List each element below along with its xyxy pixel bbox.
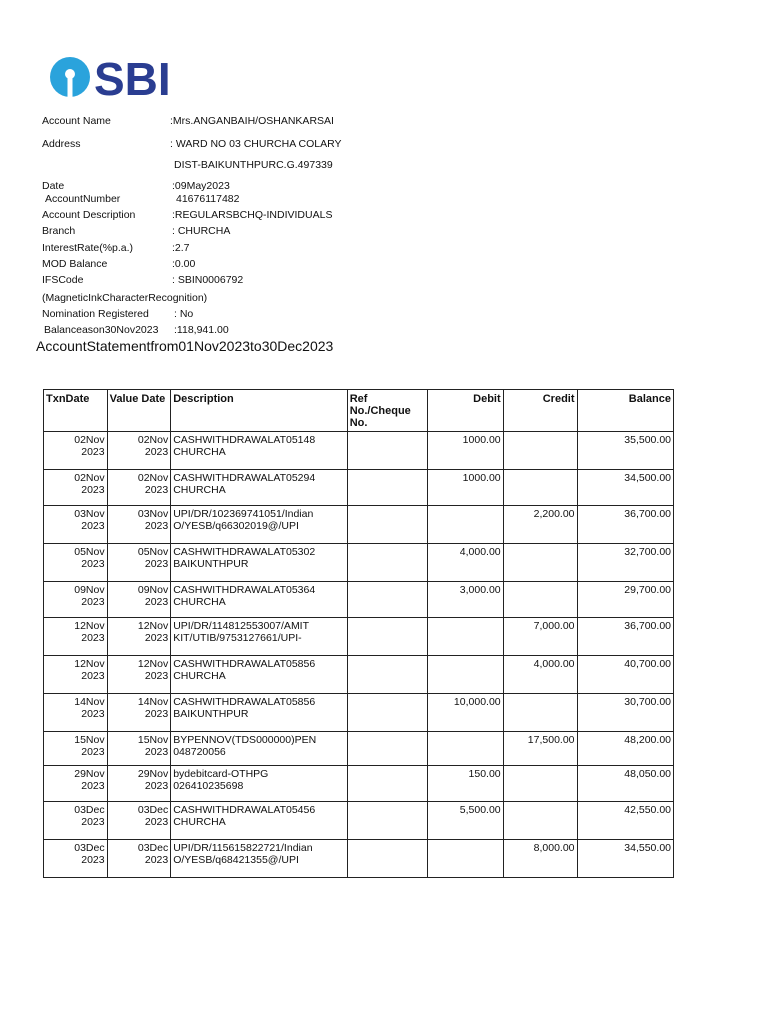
table-row: [44, 840, 674, 878]
txn-date-cell-line: 02Nov: [74, 434, 105, 446]
description-cell-line: BAIKUNTHPUR: [173, 708, 249, 720]
branch-value: : CHURCHA: [172, 225, 231, 237]
debit-cell-line: 1000.00: [462, 434, 501, 446]
value-date-cell-line: 03Dec: [137, 804, 169, 816]
credit-cell: [503, 732, 577, 766]
balance-cell: [577, 766, 673, 802]
value-date-cell-line: 12Nov: [137, 620, 169, 632]
value-date-cell-line: 2023: [144, 558, 169, 570]
balance-cell: [577, 802, 673, 840]
balance-cell-line: 48,050.00: [624, 768, 671, 780]
description-cell-line: UPI/DR/115615822721/Indian: [173, 842, 313, 854]
value-date-cell: [107, 618, 171, 656]
ref-cell: [347, 694, 427, 732]
value-date-cell-line: 2023: [144, 670, 169, 682]
credit-cell: [503, 432, 577, 470]
account-number-value: 41676117482: [176, 193, 240, 205]
table-row: [44, 656, 674, 694]
ref-cell: [347, 432, 427, 470]
balance-cell-line: 29,700.00: [624, 584, 671, 596]
debit-cell: [427, 802, 503, 840]
value-date-cell-line: 2023: [144, 632, 169, 644]
balance-cell-line: 36,700.00: [624, 620, 671, 632]
sbi-logo-text: SBI: [94, 53, 171, 102]
description-cell-line: CASHWITHDRAWALAT05856: [173, 658, 316, 670]
table-row: [44, 506, 674, 544]
debit-cell: [427, 470, 503, 506]
txn-date-cell-line: 03Dec: [74, 804, 105, 816]
value-date-cell-line: 2023: [144, 780, 169, 792]
description-cell-line: CHURCHA: [173, 484, 226, 496]
txn-date-cell-line: 05Nov: [74, 546, 105, 558]
txn-date-cell: [44, 802, 108, 840]
credit-cell: [503, 694, 577, 732]
header-value-date: Value Date: [107, 390, 171, 432]
account-name-label: Account Name: [42, 115, 111, 127]
value-date-cell: [107, 732, 171, 766]
value-date-cell-line: 2023: [144, 746, 169, 758]
credit-cell: [503, 618, 577, 656]
description-cell: [171, 618, 347, 656]
table-row: [44, 432, 674, 470]
micr-label: (MagneticInkCharacterRecognition): [42, 292, 208, 304]
ref-cell: [347, 732, 427, 766]
table-row: [44, 470, 674, 506]
debit-cell: [427, 506, 503, 544]
txn-date-cell-line: 2023: [81, 446, 105, 458]
description-cell-line: CHURCHA: [173, 816, 226, 828]
balance-cell-line: 48,200.00: [624, 734, 671, 746]
balance-cell-line: 42,550.00: [624, 804, 671, 816]
account-name-value: :Mrs.ANGANBAIH/OSHANKARSAI: [170, 115, 334, 127]
debit-cell: [427, 732, 503, 766]
header-ref-no: Ref No./Cheque No.: [347, 390, 427, 432]
description-cell: [171, 840, 347, 878]
ref-cell: [347, 802, 427, 840]
description-cell-line: O/YESB/q68421355@/UPI: [173, 854, 299, 866]
sbi-logo-keyhole-slot: [68, 76, 73, 97]
address-line2: DIST-BAIKUNTHPURC.G.497339: [174, 159, 333, 171]
balance-cell-line: 30,700.00: [624, 696, 671, 708]
txn-date-cell-line: 2023: [81, 816, 105, 828]
value-date-cell-line: 14Nov: [137, 696, 169, 708]
txn-date-cell: [44, 766, 108, 802]
balance-cell-line: 32,700.00: [624, 546, 671, 558]
txn-date-cell-line: 2023: [81, 670, 105, 682]
header-description: Description: [171, 390, 347, 432]
txn-date-cell: [44, 544, 108, 582]
value-date-cell: [107, 582, 171, 618]
value-date-cell-line: 09Nov: [137, 584, 169, 596]
txn-date-cell-line: 12Nov: [74, 620, 105, 632]
description-cell-line: BYPENNOV(TDS000000)PEN: [173, 734, 317, 746]
txn-date-cell-line: 14Nov: [74, 696, 105, 708]
txn-date-cell-line: 2023: [81, 484, 105, 496]
balance-as-on-label: Balanceason30Nov2023: [44, 324, 159, 336]
txn-date-cell-line: 2023: [81, 746, 105, 758]
value-date-cell: [107, 656, 171, 694]
description-cell-line: 026410235698: [173, 780, 244, 792]
value-date-cell: [107, 432, 171, 470]
value-date-cell-line: 2023: [144, 484, 169, 496]
debit-cell-line: 3,000.00: [459, 584, 501, 596]
balance-cell: [577, 694, 673, 732]
mod-balance-value: :0.00: [172, 258, 196, 270]
credit-cell: [503, 470, 577, 506]
credit-cell: [503, 506, 577, 544]
debit-cell: [427, 618, 503, 656]
txn-date-cell-line: 2023: [81, 708, 105, 720]
balance-cell: [577, 618, 673, 656]
txn-date-cell-line: 29Nov: [74, 768, 105, 780]
txn-date-cell-line: 2023: [81, 780, 105, 792]
value-date-cell: [107, 840, 171, 878]
description-cell: [171, 802, 347, 840]
description-cell-line: CASHWITHDRAWALAT05856: [173, 696, 316, 708]
txn-date-cell: [44, 582, 108, 618]
txn-date-cell: [44, 506, 108, 544]
description-cell-line: CASHWITHDRAWALAT05148: [173, 434, 316, 446]
mod-balance-label: MOD Balance: [42, 258, 108, 270]
description-cell-line: BAIKUNTHPUR: [173, 558, 249, 570]
description-cell: [171, 432, 347, 470]
credit-cell: [503, 766, 577, 802]
value-date-cell: [107, 694, 171, 732]
description-cell-line: CHURCHA: [173, 596, 226, 608]
address-label: Address: [42, 138, 81, 150]
value-date-cell: [107, 470, 171, 506]
credit-cell-line: 8,000.00: [533, 842, 575, 854]
ref-cell: [347, 506, 427, 544]
credit-cell-line: 4,000.00: [533, 658, 575, 670]
value-date-cell-line: 2023: [144, 596, 169, 608]
nomination-label: Nomination Registered: [42, 308, 149, 320]
description-cell: [171, 544, 347, 582]
txn-date-cell: [44, 618, 108, 656]
description-cell: [171, 470, 347, 506]
description-cell-line: bydebitcard-OTHPG: [173, 768, 269, 780]
address-line1: : WARD NO 03 CHURCHA COLARY: [170, 138, 342, 150]
balance-cell: [577, 432, 673, 470]
ref-cell: [347, 656, 427, 694]
debit-cell: [427, 432, 503, 470]
balance-cell: [577, 506, 673, 544]
value-date-cell-line: 2023: [144, 520, 169, 532]
balance-cell-line: 35,500.00: [624, 434, 671, 446]
credit-cell: [503, 544, 577, 582]
txn-date-cell: [44, 732, 108, 766]
table-row: [44, 544, 674, 582]
txn-date-cell-line: 02Nov: [74, 472, 105, 484]
description-cell: [171, 656, 347, 694]
date-label: Date: [42, 180, 65, 192]
value-date-cell: [107, 506, 171, 544]
txn-date-cell: [44, 432, 108, 470]
description-cell: [171, 582, 347, 618]
description-cell-line: CASHWITHDRAWALAT05294: [173, 472, 316, 484]
table-row: [44, 802, 674, 840]
txn-date-cell: [44, 694, 108, 732]
description-cell-line: CASHWITHDRAWALAT05364: [173, 584, 316, 596]
ifsc-value: : SBIN0006792: [172, 274, 244, 286]
balance-as-on-value: :118,941.00: [174, 324, 229, 336]
txn-date-cell-line: 2023: [81, 632, 105, 644]
balance-cell-line: 34,500.00: [624, 472, 671, 484]
nomination-value: : No: [174, 308, 194, 320]
debit-cell-line: 150.00: [468, 768, 501, 780]
txn-date-cell-line: 03Nov: [74, 508, 105, 520]
ref-cell: [347, 840, 427, 878]
value-date-cell-line: 29Nov: [137, 768, 169, 780]
account-description-value: :REGULARSBCHQ-INDIVIDUALS: [172, 209, 333, 221]
txn-date-cell-line: 03Dec: [74, 842, 105, 854]
balance-cell: [577, 656, 673, 694]
balance-cell-line: 40,700.00: [624, 658, 671, 670]
value-date-cell: [107, 802, 171, 840]
value-date-cell-line: 03Dec: [137, 842, 169, 854]
header-debit: Debit: [427, 390, 503, 432]
statement-title: AccountStatementfrom01Nov2023to30Dec2023: [36, 338, 334, 354]
value-date-cell-line: 15Nov: [137, 734, 169, 746]
debit-cell-line: 10,000.00: [453, 696, 501, 708]
txn-date-cell: [44, 656, 108, 694]
value-date-cell: [107, 544, 171, 582]
table-row: [44, 618, 674, 656]
ref-cell: [347, 470, 427, 506]
branch-label: Branch: [42, 225, 76, 237]
table-row: [44, 582, 674, 618]
description-cell-line: CASHWITHDRAWALAT05302: [173, 546, 316, 558]
value-date-cell-line: 2023: [144, 854, 169, 866]
ref-cell: [347, 766, 427, 802]
value-date-cell-line: 05Nov: [137, 546, 169, 558]
description-cell-line: O/YESB/q66302019@/UPI: [173, 520, 299, 532]
debit-cell: [427, 656, 503, 694]
txn-date-cell-line: 09Nov: [74, 584, 105, 596]
value-date-cell-line: 02Nov: [137, 434, 169, 446]
value-date-cell-line: 2023: [144, 446, 169, 458]
value-date-cell: [107, 766, 171, 802]
date-value: :09May2023: [172, 180, 230, 192]
transactions-table: [43, 389, 674, 878]
txn-date-cell-line: 2023: [81, 854, 105, 866]
debit-cell-line: 1000.00: [462, 472, 501, 484]
ref-cell: [347, 618, 427, 656]
interest-rate-label: InterestRate(%p.a.): [42, 242, 134, 254]
credit-cell: [503, 840, 577, 878]
credit-cell: [503, 656, 577, 694]
table-row: [44, 766, 674, 802]
account-number-label: AccountNumber: [45, 193, 121, 205]
debit-cell: [427, 766, 503, 802]
debit-cell: [427, 544, 503, 582]
account-description-label: Account Description: [42, 209, 136, 221]
balance-cell: [577, 732, 673, 766]
balance-cell: [577, 582, 673, 618]
ref-cell: [347, 582, 427, 618]
header-credit: Credit: [503, 390, 577, 432]
value-date-cell-line: 02Nov: [137, 472, 169, 484]
table-header-row: [44, 390, 674, 432]
description-cell-line: CHURCHA: [173, 446, 226, 458]
value-date-cell-line: 03Nov: [137, 508, 169, 520]
description-cell: [171, 694, 347, 732]
ref-cell: [347, 544, 427, 582]
interest-rate-value: :2.7: [172, 242, 190, 254]
balance-cell: [577, 544, 673, 582]
description-cell-line: UPI/DR/114812553007/AMIT: [173, 620, 310, 632]
credit-cell: [503, 582, 577, 618]
debit-cell: [427, 840, 503, 878]
header-txn-date: TxnDate: [44, 390, 108, 432]
sbi-logo: [48, 52, 188, 102]
credit-cell-line: 17,500.00: [527, 734, 575, 746]
balance-cell: [577, 840, 673, 878]
txn-date-cell-line: 15Nov: [74, 734, 105, 746]
txn-date-cell: [44, 470, 108, 506]
txn-date-cell: [44, 840, 108, 878]
description-cell-line: UPI/DR/102369741051/Indian: [173, 508, 314, 520]
debit-cell: [427, 582, 503, 618]
description-cell: [171, 732, 347, 766]
description-cell-line: CHURCHA: [173, 670, 226, 682]
txn-date-cell-line: 2023: [81, 596, 105, 608]
credit-cell: [503, 802, 577, 840]
table-row: [44, 694, 674, 732]
header-balance: Balance: [577, 390, 673, 432]
txn-date-cell-line: 12Nov: [74, 658, 105, 670]
transactions-body: [44, 432, 674, 878]
description-cell: [171, 506, 347, 544]
txn-date-cell-line: 2023: [81, 520, 105, 532]
debit-cell-line: 4,000.00: [459, 546, 501, 558]
credit-cell-line: 7,000.00: [533, 620, 575, 632]
value-date-cell-line: 2023: [144, 708, 169, 720]
ifsc-label: IFSCode: [42, 274, 84, 286]
debit-cell-line: 5,500.00: [459, 804, 501, 816]
description-cell-line: CASHWITHDRAWALAT05456: [173, 804, 316, 816]
description-cell-line: KIT/UTIB/9753127661/UPI-: [173, 632, 302, 644]
debit-cell: [427, 694, 503, 732]
description-cell-line: 048720056: [173, 746, 226, 758]
txn-date-cell-line: 2023: [81, 558, 105, 570]
balance-cell-line: 36,700.00: [624, 508, 671, 520]
balance-cell: [577, 470, 673, 506]
value-date-cell-line: 12Nov: [137, 658, 169, 670]
credit-cell-line: 2,200.00: [533, 508, 575, 520]
description-cell: [171, 766, 347, 802]
table-row: [44, 732, 674, 766]
balance-cell-line: 34,550.00: [624, 842, 671, 854]
value-date-cell-line: 2023: [144, 816, 169, 828]
